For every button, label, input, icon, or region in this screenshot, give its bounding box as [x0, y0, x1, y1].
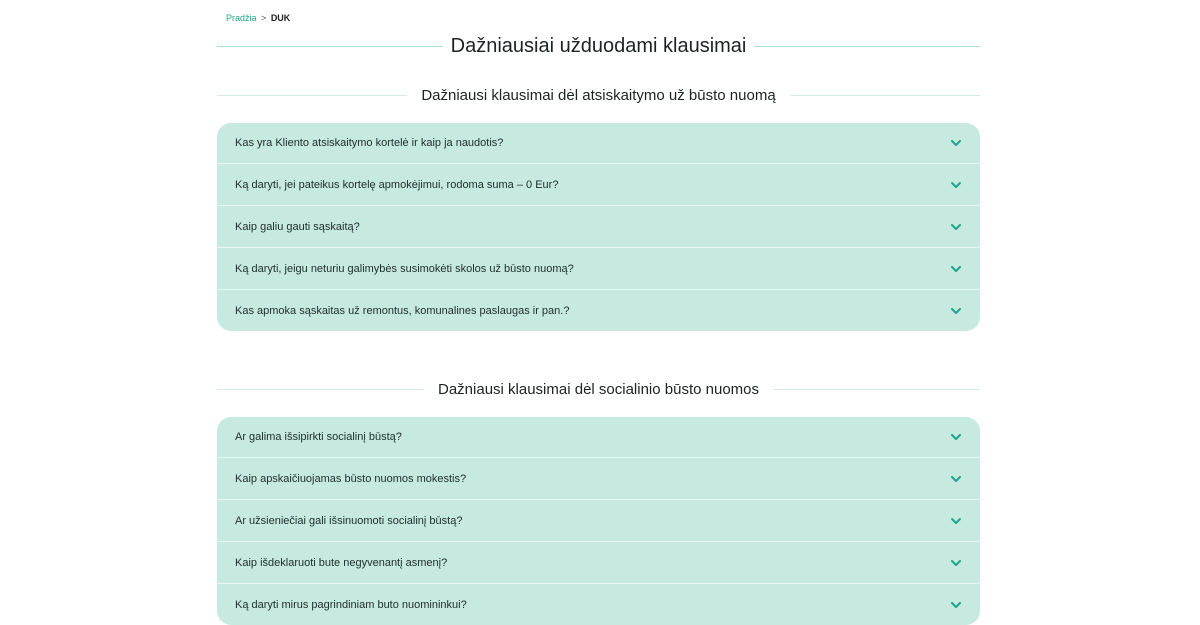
faq-item[interactable]	[217, 205, 980, 247]
faq-question: Ar užsieniečiai gali išsinuomoti socialinį būstą?	[235, 514, 463, 527]
faq-question: Ką daryti mirus pagrindiniam buto nuomininkui?	[235, 598, 467, 611]
chevron-down-icon[interactable]	[949, 262, 963, 276]
section-heading-payment	[217, 84, 980, 106]
section-divider-right	[773, 389, 980, 390]
chevron-down-icon[interactable]	[949, 472, 963, 486]
page-title-row	[217, 31, 980, 61]
faq-item[interactable]	[217, 541, 980, 583]
faq-question: Kas yra Kliento atsiskaitymo kortelė ir kaip ja naudotis?	[235, 137, 504, 149]
breadcrumb-home-link[interactable]: Pradžia	[226, 13, 257, 23]
faq-question: Kaip išdeklaruoti bute negyvenantį asmenį?	[235, 556, 448, 569]
chevron-down-icon[interactable]	[949, 178, 963, 192]
breadcrumb-current: DUK	[270, 13, 291, 23]
faq-accordion-social-housing	[217, 417, 980, 625]
section-divider-left	[217, 95, 407, 96]
chevron-down-icon[interactable]	[949, 136, 963, 150]
faq-question: Kas apmoka sąskaitas už remontus, komunalines paslaugas ir pan.?	[235, 304, 570, 317]
faq-question: Ką daryti, jei pateikus kortelę apmokėjimui, rodoma suma – 0 Eur?	[235, 178, 559, 191]
section-divider-right	[790, 95, 980, 96]
section-heading-social-housing	[217, 378, 980, 400]
page-title: Dažniausiai užduodami klausimai	[450, 34, 747, 57]
faq-item[interactable]	[217, 499, 980, 541]
chevron-down-icon[interactable]	[949, 556, 963, 570]
chevron-down-icon[interactable]	[949, 220, 963, 234]
faq-accordion-payment	[217, 123, 980, 331]
faq-question: Ar galima išsipirkti socialinį būstą?	[235, 431, 402, 443]
section-divider-left	[217, 389, 424, 390]
section-title: Dažniausi klausimai dėl socialinio būsto nuomos	[438, 380, 759, 398]
faq-question: Ką daryti, jeigu neturiu galimybės susimokėti skolos už būsto nuomą?	[235, 262, 574, 275]
faq-item[interactable]	[217, 583, 980, 625]
faq-item[interactable]	[217, 457, 980, 499]
faq-item[interactable]	[217, 247, 980, 289]
title-divider-right	[754, 46, 980, 47]
breadcrumb	[226, 13, 290, 23]
chevron-down-icon[interactable]	[949, 304, 963, 318]
faq-question: Kaip apskaičiuojamas būsto nuomos mokestis?	[235, 472, 467, 485]
faq-item[interactable]	[217, 417, 980, 457]
faq-item[interactable]	[217, 123, 980, 163]
chevron-down-icon[interactable]	[949, 598, 963, 612]
faq-item[interactable]	[217, 289, 980, 331]
faq-question: Kaip galiu gauti sąskaitą?	[235, 220, 360, 233]
section-title: Dažniausi klausimai dėl atsiskaitymo už būsto nuomą	[421, 86, 776, 104]
chevron-down-icon[interactable]	[949, 514, 963, 528]
title-divider-left	[217, 46, 443, 47]
faq-item[interactable]	[217, 163, 980, 205]
chevron-down-icon[interactable]	[949, 430, 963, 444]
breadcrumb-separator: >	[261, 13, 267, 23]
